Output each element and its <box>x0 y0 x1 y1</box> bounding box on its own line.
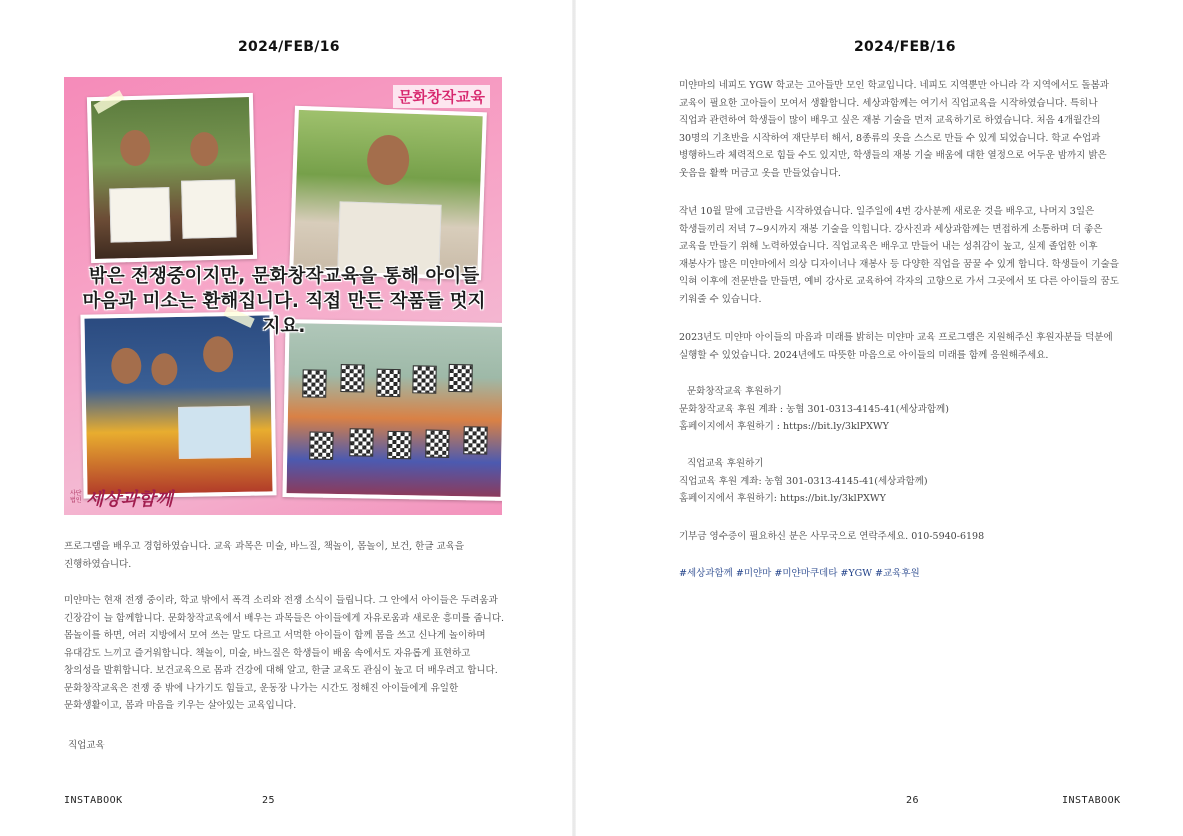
support-cultural-link[interactable]: 홈페이지에서 후원하기 : https://bit.ly/3klPXWY <box>679 421 889 432</box>
collage-badge: 문화창작교육 <box>393 85 490 108</box>
organization-logo: 세상과함께 <box>86 489 173 510</box>
left-page-number: 25 <box>262 795 276 806</box>
right-footer-brand: INSTABOOK <box>1062 795 1121 806</box>
logo-prefix: 사단 법인 <box>70 490 82 504</box>
collage-image <box>64 77 502 515</box>
support-cultural-education <box>679 383 949 436</box>
left-paragraph-2: 미얀마는 현재 전쟁 중이라, 학교 밖에서 폭격 소리와 전쟁 소식이 들립니다. 그 안에서 아이들은 두려움과 긴장감이 늘 함께합니다. 문화창작교육에서 배우는 과목들은 아이들에게 자유로움과 새로운 흥미를 줍니다. 몸놀이를 하면, 여러 지방에서 모여 쓰는 말도 다르고 서먹한 아이들이 함께 몸을 쓰고 신나게 놀이하며 유대감도 느끼고 즐거워합니다. 책놀이, 미술, 바느질은 학생들이 배움 속에서도 자유롭게 표현하고 창의성을 발휘합니다. 보건교육으로 몸과 건강에 대해 알고, 한글 교육도 관심이 높고 더 배우려고 합니다. 문화창작교육은 전쟁 중 밖에 나가기도 힘들고, 운동장 나가는 시간도 정해진 아이들에게 유일한 문화생활이고, 몸과 마음을 키우는 살아있는 교육입니다. <box>64 595 505 711</box>
right-paragraph-3: 2023년도 미얀마 아이들의 마음과 미래를 밝히는 미얀마 교육 프로그램은 지원해주신 후원자분들 덕분에 실행할 수 있었습니다. 2024년에도 따뜻한 마음으로 아이들의 미래를 함께 응원해주세요. <box>679 332 1113 361</box>
hashtags[interactable]: #세상과함께 #미얀마 #미얀마쿠데타 #YGW #교육후원 <box>679 568 920 579</box>
photo-girls-with-embroidery <box>87 93 257 263</box>
left-page-date: 2024/FEB/16 <box>238 39 340 55</box>
photo-girl-heart-hands <box>289 106 487 281</box>
support-vocational-account: 직업교육 후원 계좌: 농협 301-0313-4145-41(세상과함께) <box>679 475 928 487</box>
support-cultural-heading: 문화창작교육 후원하기 <box>687 386 782 397</box>
right-page-number: 26 <box>906 795 920 806</box>
collage-caption: 밖은 전쟁중이지만, 문화창작교육을 통해 아이들 마음과 미소는 환해집니다. 직접 만든 작품들 멋지지요. <box>82 266 486 337</box>
support-vocational-heading: 직업교육 후원하기 <box>687 458 764 469</box>
support-vocational-education <box>679 455 928 508</box>
photo-class-with-boards <box>282 319 502 501</box>
photo-girls-with-books <box>80 311 276 498</box>
support-vocational-link[interactable]: 홈페이지에서 후원하기: https://bit.ly/3klPXWY <box>679 493 886 504</box>
book-spine <box>572 0 576 836</box>
right-paragraph-2: 작년 10월 말에 고급반을 시작하였습니다. 일주일에 4번 강사분께 새로운 것을 배우고, 나머지 3일은 학생들끼리 저녁 7~9시까지 재봉 기술을 익힙니다. 강사진과 세상과함께는 면접하게 소통하며 더 좋은 교육을 만들기 위해 노력하였습니다. 직업교육은 배우고 만들어 내는 성취감이 높고, 실제 졸업한 이후 재봉사가 많은 미얀마에서 의상 디자이너나 재봉사 등 다양한 직업을 꿈꿀 수 있게 합니다. 학생들이 기술을 익혀 이후에 전문반을 만들면, 예비 강사로 교육하여 각자의 고향으로 가서 그곳에서 또 다른 아이들의 꿈도 키워줄 수 있습니다. <box>679 206 1119 305</box>
left-paragraph-1: 프로그램을 배우고 경험하였습니다. 교육 과목은 미술, 바느질, 책놀이, 몸놀이, 보건, 한글 교육을 진행하였습니다. <box>64 541 465 570</box>
receipt-notice: 기부금 영수증이 필요하신 분은 사무국으로 연락주세요. 010-5940-6198 <box>679 531 985 542</box>
left-footer-brand: INSTABOOK <box>64 795 123 806</box>
support-cultural-account: 문화창작교육 후원 계좌 : 농협 301-0313-4145-41(세상과함께) <box>679 403 949 415</box>
right-page-date: 2024/FEB/16 <box>854 39 956 55</box>
left-section-heading: 직업교육 <box>68 740 105 751</box>
right-paragraph-1: 미얀마의 네피도 YGW 학교는 고아들만 모인 학교입니다. 네피도 지역뿐만 아니라 각 지역에서도 돌봄과 교육이 필요한 고아들이 모여서 생활합니다. 세상과함께는 여기서 직업교육을 시작하였습니다. 특히나 직업과 관련하여 학생들이 많이 배우고 싶은 재봉 기술을 먼저 교육하기로 하였습니다. 처음 4개월간의 30명의 기초반을 시작하여 재단부터 해서, 8종류의 옷을 스스로 만들 수 있게 되었습니다. 학교 수업과 병행하느라 체력적으로 힘들 수도 있지만, 학생들의 재봉 기술 배움에 대한 열정으로 어두운 밤까지 밝은 웃음을 활짝 머금고 옷을 만들었습니다. <box>679 80 1109 179</box>
